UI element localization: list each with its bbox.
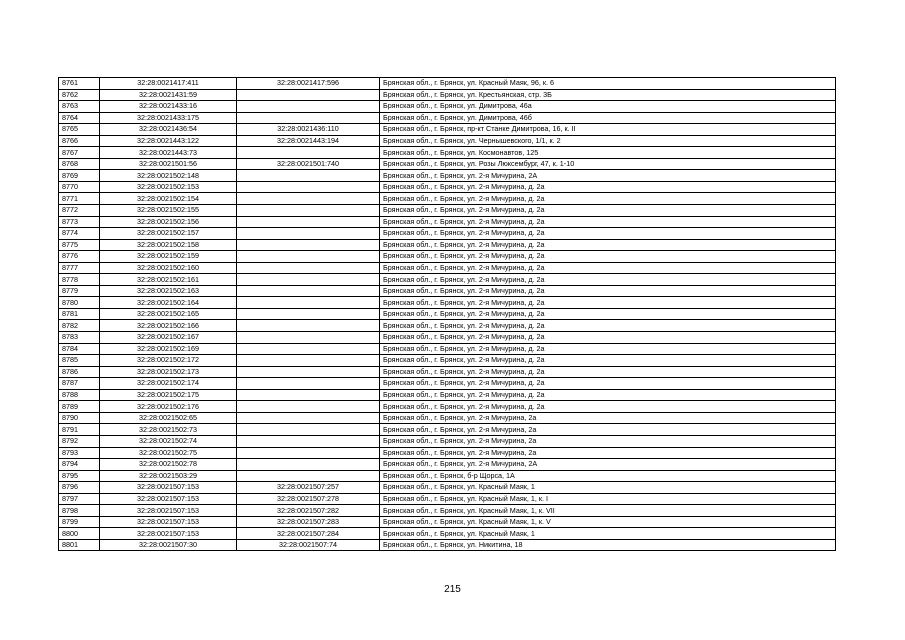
row-number-cell: 8772 bbox=[59, 205, 100, 217]
related-cadastral-number-cell bbox=[237, 170, 380, 182]
row-number-cell: 8788 bbox=[59, 389, 100, 401]
table-row bbox=[59, 435, 836, 447]
related-cadastral-number-cell bbox=[237, 251, 380, 263]
cadastral-number-cell: 32:28:0021502:73 bbox=[100, 424, 237, 436]
address-cell: Брянская обл., г. Брянск, ул. Димитрова, 46а bbox=[380, 101, 836, 113]
related-cadastral-number-cell bbox=[237, 285, 380, 297]
row-number-cell: 8797 bbox=[59, 493, 100, 505]
row-number-cell: 8770 bbox=[59, 181, 100, 193]
related-cadastral-number-cell bbox=[237, 181, 380, 193]
cadastral-number-cell: 32:28:0021507:30 bbox=[100, 539, 237, 551]
row-number-cell: 8762 bbox=[59, 89, 100, 101]
row-number-cell: 8790 bbox=[59, 412, 100, 424]
row-number-cell: 8771 bbox=[59, 193, 100, 205]
address-cell: Брянская обл., г. Брянск, ул. Красный Маяк, 1 bbox=[380, 482, 836, 494]
related-cadastral-number-cell bbox=[237, 424, 380, 436]
table-row bbox=[59, 101, 836, 113]
row-number-cell: 8792 bbox=[59, 435, 100, 447]
related-cadastral-number-cell bbox=[237, 332, 380, 344]
row-number-cell: 8799 bbox=[59, 516, 100, 528]
address-cell: Брянская обл., г. Брянск, ул. Никитина, 18 bbox=[380, 539, 836, 551]
cadastral-number-cell: 32:28:0021502:65 bbox=[100, 412, 237, 424]
cadastral-number-cell: 32:28:0021502:160 bbox=[100, 262, 237, 274]
cadastral-number-cell: 32:28:0021502:166 bbox=[100, 320, 237, 332]
address-cell: Брянская обл., г. Брянск, ул. 2-я Мичурина, д. 2а bbox=[380, 355, 836, 367]
table-row bbox=[59, 528, 836, 540]
address-cell: Брянская обл., г. Брянск, ул. 2-я Мичурина, д. 2а bbox=[380, 205, 836, 217]
address-cell: Брянская обл., г. Брянск, ул. Красный Маяк, 1, к. V bbox=[380, 516, 836, 528]
cadastral-number-cell: 32:28:0021433:175 bbox=[100, 112, 237, 124]
row-number-cell: 8785 bbox=[59, 355, 100, 367]
table-row bbox=[59, 470, 836, 482]
related-cadastral-number-cell bbox=[237, 205, 380, 217]
table-row bbox=[59, 89, 836, 101]
table-row bbox=[59, 389, 836, 401]
table-row bbox=[59, 147, 836, 159]
related-cadastral-number-cell bbox=[237, 193, 380, 205]
address-cell: Брянская обл., г. Брянск, ул. Чернышевского, 1/1, к. 2 bbox=[380, 135, 836, 147]
table-row bbox=[59, 158, 836, 170]
related-cadastral-number-cell bbox=[237, 435, 380, 447]
related-cadastral-number-cell bbox=[237, 401, 380, 413]
related-cadastral-number-cell: 32:28:0021507:284 bbox=[237, 528, 380, 540]
address-cell: Брянская обл., г. Брянск, ул. 2-я Мичурина, д. 2а bbox=[380, 181, 836, 193]
cadastral-number-cell: 32:28:0021507:153 bbox=[100, 493, 237, 505]
address-cell: Брянская обл., г. Брянск, ул. 2-я Мичурина, д. 2а bbox=[380, 378, 836, 390]
row-number-cell: 8780 bbox=[59, 297, 100, 309]
table-row bbox=[59, 124, 836, 136]
table-row bbox=[59, 181, 836, 193]
related-cadastral-number-cell: 32:28:0021501:740 bbox=[237, 158, 380, 170]
row-number-cell: 8800 bbox=[59, 528, 100, 540]
table-row bbox=[59, 251, 836, 263]
address-cell: Брянская обл., г. Брянск, ул. Космонавтов, 125 bbox=[380, 147, 836, 159]
related-cadastral-number-cell bbox=[237, 101, 380, 113]
row-number-cell: 8778 bbox=[59, 274, 100, 286]
table-row bbox=[59, 424, 836, 436]
table-row bbox=[59, 459, 836, 471]
cadastral-number-cell: 32:28:0021417:411 bbox=[100, 78, 237, 90]
related-cadastral-number-cell bbox=[237, 412, 380, 424]
cadastral-number-cell: 32:28:0021502:153 bbox=[100, 181, 237, 193]
related-cadastral-number-cell bbox=[237, 447, 380, 459]
address-cell: Брянская обл., г. Брянск, ул. 2-я Мичурина, д. 2а bbox=[380, 193, 836, 205]
cadastral-number-cell: 32:28:0021443:122 bbox=[100, 135, 237, 147]
cadastral-number-cell: 32:28:0021502:75 bbox=[100, 447, 237, 459]
cadastral-number-cell: 32:28:0021502:175 bbox=[100, 389, 237, 401]
table-row bbox=[59, 447, 836, 459]
cadastral-number-cell: 32:28:0021502:164 bbox=[100, 297, 237, 309]
table-row bbox=[59, 78, 836, 90]
row-number-cell: 8767 bbox=[59, 147, 100, 159]
related-cadastral-number-cell bbox=[237, 239, 380, 251]
address-cell: Брянская обл., г. Брянск, ул. 2-я Мичурина, д. 2а bbox=[380, 274, 836, 286]
cadastral-number-cell: 32:28:0021502:78 bbox=[100, 459, 237, 471]
row-number-cell: 8768 bbox=[59, 158, 100, 170]
table-row bbox=[59, 516, 836, 528]
address-cell: Брянская обл., г. Брянск, б-р Щорса, 1А bbox=[380, 470, 836, 482]
table-row bbox=[59, 262, 836, 274]
cadastral-number-cell: 32:28:0021502:161 bbox=[100, 274, 237, 286]
table-row bbox=[59, 332, 836, 344]
related-cadastral-number-cell: 32:28:0021507:282 bbox=[237, 505, 380, 517]
cadastral-number-cell: 32:28:0021502:165 bbox=[100, 308, 237, 320]
table-row bbox=[59, 355, 836, 367]
table-row bbox=[59, 505, 836, 517]
related-cadastral-number-cell: 32:28:0021436:110 bbox=[237, 124, 380, 136]
row-number-cell: 8779 bbox=[59, 285, 100, 297]
row-number-cell: 8775 bbox=[59, 239, 100, 251]
cadastral-number-cell: 32:28:0021502:163 bbox=[100, 285, 237, 297]
row-number-cell: 8787 bbox=[59, 378, 100, 390]
cadastral-number-cell: 32:28:0021502:74 bbox=[100, 435, 237, 447]
table-row bbox=[59, 135, 836, 147]
row-number-cell: 8776 bbox=[59, 251, 100, 263]
address-cell: Брянская обл., г. Брянск, ул. 2-я Мичурина, д. 2а bbox=[380, 320, 836, 332]
cadastral-number-cell: 32:28:0021501:56 bbox=[100, 158, 237, 170]
address-cell: Брянская обл., г. Брянск, ул. Красный Маяк, 1, к. I bbox=[380, 493, 836, 505]
cadastral-number-cell: 32:28:0021503:29 bbox=[100, 470, 237, 482]
cadastral-number-cell: 32:28:0021433:16 bbox=[100, 101, 237, 113]
related-cadastral-number-cell bbox=[237, 89, 380, 101]
related-cadastral-number-cell bbox=[237, 378, 380, 390]
cadastral-number-cell: 32:28:0021507:153 bbox=[100, 482, 237, 494]
cadastral-number-cell: 32:28:0021436:54 bbox=[100, 124, 237, 136]
table-row bbox=[59, 320, 836, 332]
table-row bbox=[59, 239, 836, 251]
register-table-body bbox=[59, 78, 836, 551]
related-cadastral-number-cell bbox=[237, 308, 380, 320]
cadastral-number-cell: 32:28:0021431:59 bbox=[100, 89, 237, 101]
table-row bbox=[59, 412, 836, 424]
related-cadastral-number-cell: 32:28:0021443:194 bbox=[237, 135, 380, 147]
related-cadastral-number-cell bbox=[237, 112, 380, 124]
related-cadastral-number-cell bbox=[237, 147, 380, 159]
address-cell: Брянская обл., г. Брянск, ул. 2-я Мичурина, д. 2а bbox=[380, 239, 836, 251]
cadastral-number-cell: 32:28:0021507:153 bbox=[100, 516, 237, 528]
row-number-cell: 8763 bbox=[59, 101, 100, 113]
row-number-cell: 8781 bbox=[59, 308, 100, 320]
related-cadastral-number-cell bbox=[237, 320, 380, 332]
related-cadastral-number-cell bbox=[237, 355, 380, 367]
address-cell: Брянская обл., г. Брянск, ул. 2-я Мичурина, д. 2а bbox=[380, 401, 836, 413]
row-number-cell: 8774 bbox=[59, 228, 100, 240]
address-cell: Брянская обл., г. Брянск, ул. 2-я Мичурина, д. 2а bbox=[380, 228, 836, 240]
cadastral-number-cell: 32:28:0021502:174 bbox=[100, 378, 237, 390]
property-register-table bbox=[58, 77, 836, 551]
related-cadastral-number-cell: 32:28:0021417:596 bbox=[237, 78, 380, 90]
related-cadastral-number-cell bbox=[237, 228, 380, 240]
row-number-cell: 8782 bbox=[59, 320, 100, 332]
address-cell: Брянская обл., г. Брянск, ул. Красный Маяк, 1 bbox=[380, 528, 836, 540]
related-cadastral-number-cell: 32:28:0021507:278 bbox=[237, 493, 380, 505]
cadastral-number-cell: 32:28:0021443:73 bbox=[100, 147, 237, 159]
address-cell: Брянская обл., г. Брянск, ул. Красный Маяк, 1, к. VII bbox=[380, 505, 836, 517]
row-number-cell: 8784 bbox=[59, 343, 100, 355]
cadastral-number-cell: 32:28:0021502:155 bbox=[100, 205, 237, 217]
related-cadastral-number-cell bbox=[237, 262, 380, 274]
related-cadastral-number-cell bbox=[237, 389, 380, 401]
cadastral-number-cell: 32:28:0021502:167 bbox=[100, 332, 237, 344]
cadastral-number-cell: 32:28:0021502:176 bbox=[100, 401, 237, 413]
address-cell: Брянская обл., г. Брянск, ул. 2-я Мичурина, д. 2а bbox=[380, 389, 836, 401]
register-table-wrapper bbox=[58, 77, 836, 551]
table-row bbox=[59, 482, 836, 494]
address-cell: Брянская обл., г. Брянск, ул. 2-я Мичурина, 2А bbox=[380, 170, 836, 182]
row-number-cell: 8766 bbox=[59, 135, 100, 147]
page-number: 215 bbox=[444, 584, 461, 595]
cadastral-number-cell: 32:28:0021507:153 bbox=[100, 505, 237, 517]
address-cell: Брянская обл., г. Брянск, ул. 2-я Мичурина, 2а bbox=[380, 424, 836, 436]
table-row bbox=[59, 493, 836, 505]
related-cadastral-number-cell bbox=[237, 343, 380, 355]
cadastral-number-cell: 32:28:0021502:172 bbox=[100, 355, 237, 367]
row-number-cell: 8789 bbox=[59, 401, 100, 413]
address-cell: Брянская обл., г. Брянск, ул. Крестьянская, стр. 3Б bbox=[380, 89, 836, 101]
table-row bbox=[59, 285, 836, 297]
table-row bbox=[59, 112, 836, 124]
cadastral-number-cell: 32:28:0021502:154 bbox=[100, 193, 237, 205]
row-number-cell: 8761 bbox=[59, 78, 100, 90]
cadastral-number-cell: 32:28:0021502:157 bbox=[100, 228, 237, 240]
table-row bbox=[59, 216, 836, 228]
cadastral-number-cell: 32:28:0021502:158 bbox=[100, 239, 237, 251]
row-number-cell: 8777 bbox=[59, 262, 100, 274]
table-row bbox=[59, 193, 836, 205]
cadastral-number-cell: 32:28:0021502:156 bbox=[100, 216, 237, 228]
row-number-cell: 8769 bbox=[59, 170, 100, 182]
address-cell: Брянская обл., г. Брянск, ул. 2-я Мичурина, д. 2а bbox=[380, 251, 836, 263]
address-cell: Брянская обл., г. Брянск, ул. 2-я Мичурина, д. 2а bbox=[380, 285, 836, 297]
cadastral-number-cell: 32:28:0021502:148 bbox=[100, 170, 237, 182]
address-cell: Брянская обл., г. Брянск, ул. 2-я Мичурина, д. 2а bbox=[380, 343, 836, 355]
address-cell: Брянская обл., г. Брянск, ул. 2-я Мичурина, д. 2а bbox=[380, 216, 836, 228]
cadastral-number-cell: 32:28:0021507:153 bbox=[100, 528, 237, 540]
row-number-cell: 8795 bbox=[59, 470, 100, 482]
table-row bbox=[59, 170, 836, 182]
related-cadastral-number-cell bbox=[237, 366, 380, 378]
row-number-cell: 8791 bbox=[59, 424, 100, 436]
table-row bbox=[59, 297, 836, 309]
related-cadastral-number-cell: 32:28:0021507:257 bbox=[237, 482, 380, 494]
related-cadastral-number-cell bbox=[237, 274, 380, 286]
table-row bbox=[59, 378, 836, 390]
address-cell: Брянская обл., г. Брянск, ул. 2-я Мичурина, 2а bbox=[380, 412, 836, 424]
row-number-cell: 8765 bbox=[59, 124, 100, 136]
address-cell: Брянская обл., г. Брянск, ул. 2-я Мичурина, д. 2а bbox=[380, 262, 836, 274]
row-number-cell: 8764 bbox=[59, 112, 100, 124]
row-number-cell: 8773 bbox=[59, 216, 100, 228]
related-cadastral-number-cell: 32:28:0021507:74 bbox=[237, 539, 380, 551]
table-row bbox=[59, 539, 836, 551]
address-cell: Брянская обл., г. Брянск, ул. Димитрова, 46б bbox=[380, 112, 836, 124]
row-number-cell: 8794 bbox=[59, 459, 100, 471]
address-cell: Брянская обл., г. Брянск, пр-кт Станке Димитрова, 16, к. II bbox=[380, 124, 836, 136]
table-row bbox=[59, 308, 836, 320]
address-cell: Брянская обл., г. Брянск, ул. Розы Люксембург, 47, к. 1-10 bbox=[380, 158, 836, 170]
address-cell: Брянская обл., г. Брянск, ул. 2-я Мичурина, д. 2а bbox=[380, 308, 836, 320]
related-cadastral-number-cell: 32:28:0021507:283 bbox=[237, 516, 380, 528]
related-cadastral-number-cell bbox=[237, 459, 380, 471]
row-number-cell: 8786 bbox=[59, 366, 100, 378]
address-cell: Брянская обл., г. Брянск, ул. 2-я Мичурина, 2а bbox=[380, 435, 836, 447]
table-row bbox=[59, 401, 836, 413]
table-row bbox=[59, 366, 836, 378]
cadastral-number-cell: 32:28:0021502:159 bbox=[100, 251, 237, 263]
cadastral-number-cell: 32:28:0021502:173 bbox=[100, 366, 237, 378]
related-cadastral-number-cell bbox=[237, 297, 380, 309]
row-number-cell: 8783 bbox=[59, 332, 100, 344]
address-cell: Брянская обл., г. Брянск, ул. 2-я Мичурина, д. 2а bbox=[380, 332, 836, 344]
table-row bbox=[59, 274, 836, 286]
row-number-cell: 8798 bbox=[59, 505, 100, 517]
address-cell: Брянская обл., г. Брянск, ул. 2-я Мичурина, д. 2а bbox=[380, 366, 836, 378]
row-number-cell: 8801 bbox=[59, 539, 100, 551]
address-cell: Брянская обл., г. Брянск, ул. 2-я Мичурина, 2А bbox=[380, 459, 836, 471]
address-cell: Брянская обл., г. Брянск, ул. Красный Маяк, 96, к. 6 bbox=[380, 78, 836, 90]
table-row bbox=[59, 205, 836, 217]
address-cell: Брянская обл., г. Брянск, ул. 2-я Мичурина, д. 2а bbox=[380, 297, 836, 309]
related-cadastral-number-cell bbox=[237, 470, 380, 482]
table-row bbox=[59, 343, 836, 355]
address-cell: Брянская обл., г. Брянск, ул. 2-я Мичурина, 2а bbox=[380, 447, 836, 459]
row-number-cell: 8796 bbox=[59, 482, 100, 494]
row-number-cell: 8793 bbox=[59, 447, 100, 459]
related-cadastral-number-cell bbox=[237, 216, 380, 228]
table-row bbox=[59, 228, 836, 240]
cadastral-number-cell: 32:28:0021502:169 bbox=[100, 343, 237, 355]
